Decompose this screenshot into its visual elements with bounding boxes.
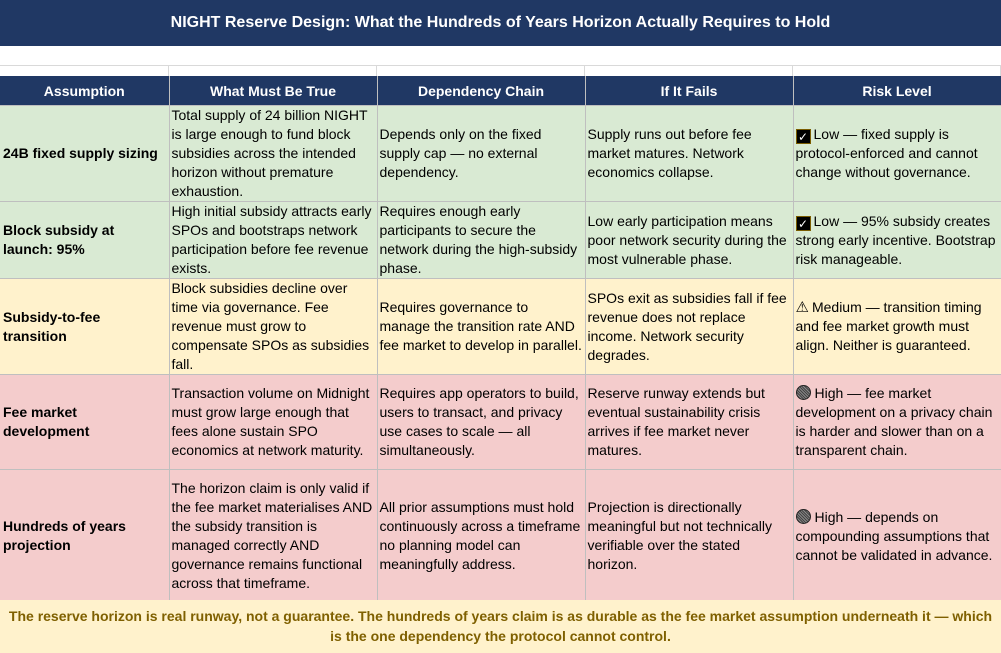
empty-spacer-row bbox=[0, 46, 1001, 66]
risk-text: High — depends on compounding assumptions that cannot be validated in advance. bbox=[795, 508, 993, 563]
empty-cell bbox=[793, 66, 1001, 76]
column-header-dependency-chain: Dependency Chain bbox=[377, 76, 585, 106]
dependency-cell: Requires enough early participants to secure the network during the high-subsidy phase. bbox=[377, 202, 585, 279]
dependency-cell: Requires app operators to build, users to transact, and privacy use cases to scale — all simultaneously. bbox=[377, 375, 585, 470]
if-fails-cell: Supply runs out before fee market matures. Network economics collapse. bbox=[585, 106, 793, 202]
empty-grid-row bbox=[0, 66, 1001, 76]
assumptions-table bbox=[0, 76, 1001, 603]
assumption-cell: Subsidy-to-fee transition bbox=[0, 279, 169, 375]
warning-icon: ⚠ bbox=[795, 299, 809, 316]
must-be-true-cell: The horizon claim is only valid if the fee market materialises AND the subsidy transition is managed correctly AND governance remains functional across that timeframe. bbox=[169, 470, 377, 603]
must-be-true-cell: High initial subsidy attracts early SPOs and bootstraps network participation before fee revenue exists. bbox=[169, 202, 377, 279]
table-row bbox=[0, 375, 1001, 470]
risk-level-cell bbox=[793, 470, 1001, 603]
if-fails-cell: Projection is directionally meaningful but not technically verifiable over the stated horizon. bbox=[585, 470, 793, 603]
if-fails-cell: Reserve runway extends but eventual sustainability crisis arrives if fee market never matures. bbox=[585, 375, 793, 470]
empty-cell bbox=[585, 66, 793, 76]
assumption-cell: Fee market development bbox=[0, 375, 169, 470]
risk-text: High — fee market development on a privacy chain is harder and slower than on a transparent chain. bbox=[795, 385, 993, 458]
summary-footer: The reserve horizon is real runway, not a guarantee. The hundreds of years claim is as durable as the fee market assumption underneath it — which is the one dependency the protocol cannot control. bbox=[0, 600, 1001, 653]
column-header-what-must-be-true: What Must Be True bbox=[169, 76, 377, 106]
table-row bbox=[0, 106, 1001, 202]
risk-level-cell bbox=[793, 375, 1001, 470]
table-row bbox=[0, 202, 1001, 279]
page-title: NIGHT Reserve Design: What the Hundreds of Years Horizon Actually Requires to Hold bbox=[0, 0, 1001, 46]
check-icon: ✓ bbox=[796, 129, 811, 144]
empty-cell bbox=[0, 66, 169, 76]
high-risk-circle-icon bbox=[796, 509, 811, 524]
assumption-cell: Block subsidy at launch: 95% bbox=[0, 202, 169, 279]
column-header-risk-level: Risk Level bbox=[793, 76, 1001, 106]
must-be-true-cell: Block subsidies decline over time via governance. Fee revenue must grow to compensate SPOs as subsidies fall. bbox=[169, 279, 377, 375]
dependency-cell: All prior assumptions must hold continuously across a timeframe no planning model can meaningfully address. bbox=[377, 470, 585, 603]
assumption-cell: 24B fixed supply sizing bbox=[0, 106, 169, 202]
risk-level-cell bbox=[793, 106, 1001, 202]
dependency-cell: Depends only on the fixed supply cap — no external dependency. bbox=[377, 106, 585, 202]
table-header-row bbox=[0, 76, 1001, 106]
risk-text: Low — 95% subsidy creates strong early incentive. Bootstrap risk manageable. bbox=[795, 212, 996, 267]
risk-level-cell bbox=[793, 279, 1001, 375]
risk-level-cell bbox=[793, 202, 1001, 279]
column-header-if-it-fails: If It Fails bbox=[585, 76, 793, 106]
must-be-true-cell: Transaction volume on Midnight must grow large enough that fees alone sustain SPO economics at network maturity. bbox=[169, 375, 377, 470]
column-header-assumption: Assumption bbox=[0, 76, 169, 106]
high-risk-circle-icon bbox=[796, 385, 811, 400]
empty-cell bbox=[377, 66, 585, 76]
dependency-cell: Requires governance to manage the transition rate AND fee market to develop in parallel. bbox=[377, 279, 585, 375]
empty-cell bbox=[169, 66, 377, 76]
assumption-cell: Hundreds of years projection bbox=[0, 470, 169, 603]
check-icon: ✓ bbox=[796, 216, 811, 231]
table-row bbox=[0, 470, 1001, 603]
risk-text: Medium — transition timing and fee market growth must align. Neither is guaranteed. bbox=[795, 299, 982, 353]
risk-text: Low — fixed supply is protocol-enforced and cannot change without governance. bbox=[795, 126, 978, 180]
if-fails-cell: Low early participation means poor network security during the most vulnerable phase. bbox=[585, 202, 793, 279]
must-be-true-cell: Total supply of 24 billion NIGHT is large enough to fund block subsidies across the intended horizon without premature exhaustion. bbox=[169, 106, 377, 202]
table-row bbox=[0, 279, 1001, 375]
if-fails-cell: SPOs exit as subsidies fall if fee revenue does not replace income. Network security degrades. bbox=[585, 279, 793, 375]
